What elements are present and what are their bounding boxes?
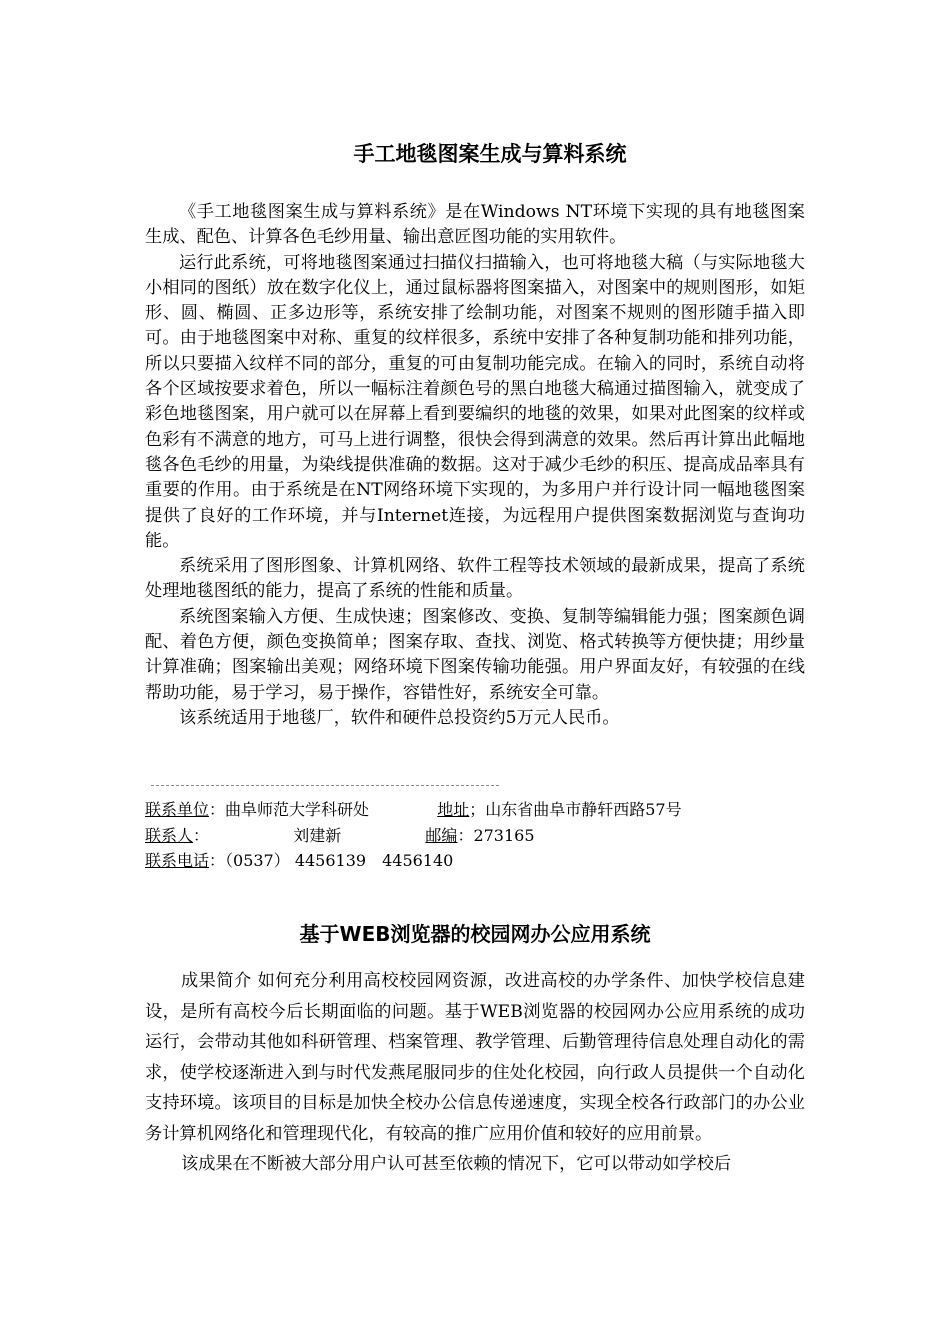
contact-phone-value: ：（0537） 4456139 4456140 (209, 851, 454, 870)
article1-paragraph: 系统采用了图形图象、计算机网络、软件工程等技术领域的最新成果，提高了系统处理地毯图纸的能力，提高了系统的性能和质量。 (145, 556, 805, 602)
contact-person-colon: ： (193, 826, 210, 845)
article1-title: 手工地毯图案生成与算料系统 (353, 142, 627, 166)
contact-unit-value: ：曲阜师范大学科研处 (209, 800, 370, 819)
contact-row-phone (145, 851, 453, 871)
contact-postcode-label: 邮编 (425, 826, 458, 845)
contact-row-unit (145, 800, 682, 820)
article2-paragraph: 该成果在不断被大部分用户认可甚至依赖的情况下，它可以带动如学校后 (181, 1154, 732, 1174)
contact-address-label: 地址 (437, 800, 470, 819)
contact-person-value: 刘建新 (293, 826, 342, 845)
dashed-divider (151, 785, 499, 786)
contact-person-label: 联系人 (145, 826, 194, 845)
contact-unit-label: 联系单位 (145, 800, 210, 819)
article1-paragraph: 该系统适用于地毯厂，软件和硬件总投资约5万元人民币。 (179, 707, 620, 728)
article1-paragraph: 系统图案输入方便、生成快速；图案修改、变换、复制等编辑能力强；图案颜色调配、着色方便，颜色变换简单；图案存取、查找、浏览、格式转换等方便快捷；用纱量计算准确；图案输出美观；网络环境下图案传输功能强。用户界面友好，有较强的在线帮助功能，易于学习，易于操作，容错性好，系统安全可靠。 (145, 606, 805, 703)
article2-paragraph: 成果简介 如何充分利用高校校园网资源，改进高校的办学条件、加快学校信息建设，是所有高校今后长期面临的问题。基于WEB浏览器的校园网办公应用系统的成功运行，会带动其他如科研管理、档案管理、教学管理、后勤管理待信息处理自动化的需求，使学校逐渐进入到与时代发燕尾服同步的住处化校园，向行政人员提供一个自动化支持环境。该项目的目标是加快全校办公信息传递速度，实现全校各行政部门的办公业务计算机网络化和管理现代化，有较高的推广应用价值和较好的应用前景。 (145, 971, 805, 1144)
article2-title: 基于WEB浏览器的校园网办公应用系统 (299, 922, 651, 946)
contact-address-value: ；山东省曲阜市静轩西路57号 (469, 800, 682, 819)
article2-body (145, 966, 805, 1180)
article1-paragraph: 《手工地毯图案生成与算料系统》是在Windows NT环境下实现的具有地毯图案生成、配色、计算各色毛纱用量、输出意匠图功能的实用软件。 (145, 202, 805, 248)
contact-row-person (145, 826, 535, 846)
contact-phone-label: 联系电话 (145, 851, 210, 870)
article1-body (145, 200, 805, 731)
contact-postcode-value: ：273165 (457, 826, 535, 845)
article1-paragraph: 运行此系统，可将地毯图案通过扫描仪扫描输入，也可将地毯大稿（与实际地毯大小相同的图纸）放在数字化仪上，通过鼠标器将图案描入，对图案中的规则图形，如矩形、圆、椭圆、正多边形等，系统安排了绘制功能，对图案不规则的图形随手描入即可。由于地毯图案中对称、重复的纹样很多，系统中安排了各种复制功能和排列功能，所以只要描入纹样不同的部分，重复的可由复制功能完成。在输入的同时，系统自动将各个区域按要求着色，所以一幅标注着颜色号的黑白地毯大稿通过描图输入，就变成了彩色地毯图案，用户就可以在屏幕上看到要编织的地毯的效果，如果对此图案的纹样或色彩有不满意的地方，可马上进行调整，很快会得到满意的效果。然后再计算出此幅地毯各色毛纱的用量，为染线提供准确的数据。这对于减少毛纱的积压、提高成品率具有重要的作用。由于系统是在NT网络环境下实现的，为多用户并行设计同一幅地毯图案提供了良好的工作环境，并与Internet连接，为远程用户提供图案数据浏览与查询功能。 (145, 252, 805, 551)
